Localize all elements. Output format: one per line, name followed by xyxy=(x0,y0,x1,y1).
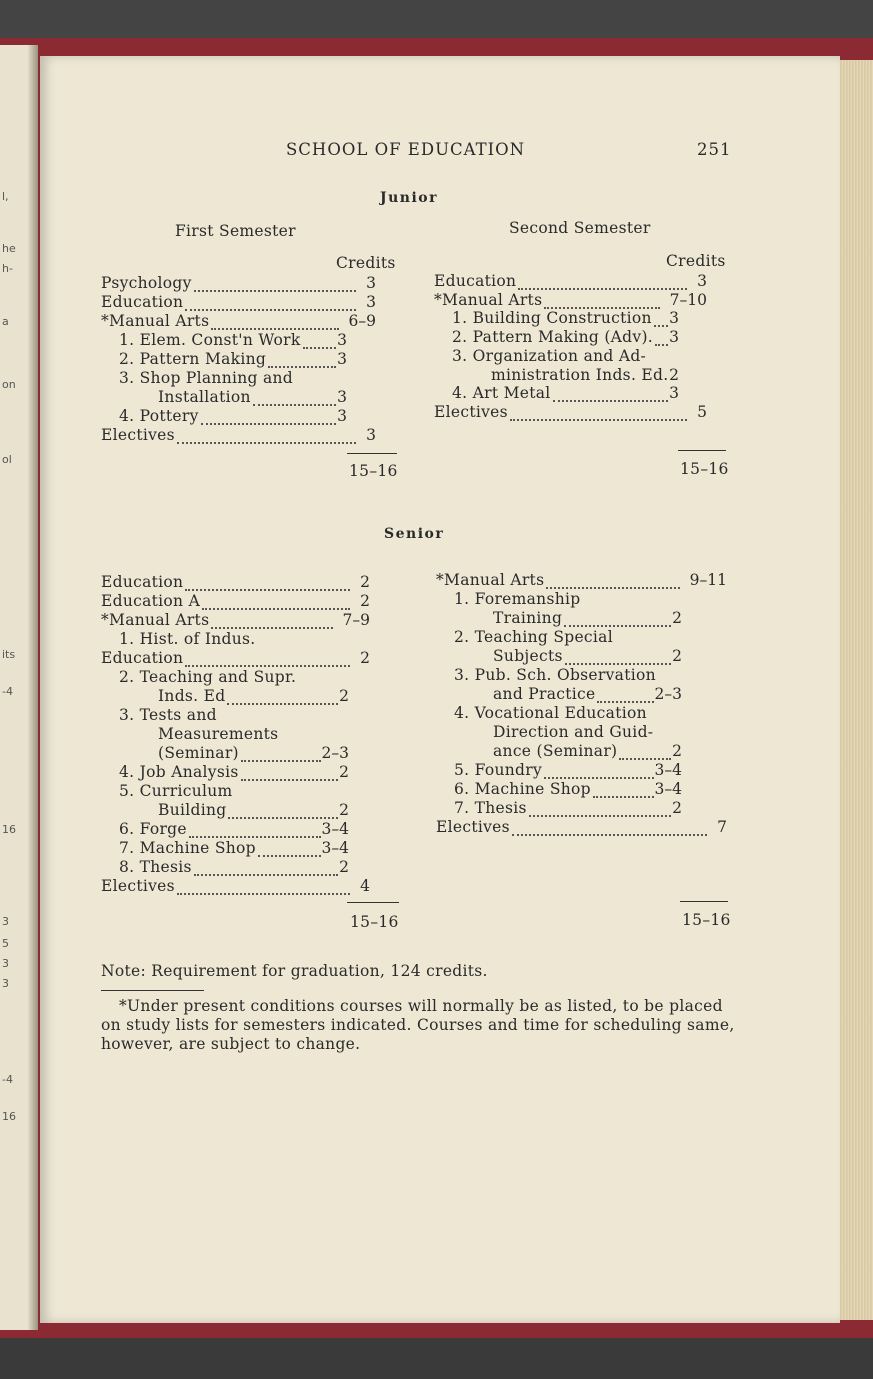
credit-value: 2 xyxy=(672,609,682,627)
margin-fragment: 5 xyxy=(2,937,9,950)
credit-value: 7–10 xyxy=(669,290,707,309)
course-label: 2. Teaching and Supr. xyxy=(119,668,297,686)
credit-value: 7–9 xyxy=(342,611,370,629)
course-label: 4. Job Analysis xyxy=(119,763,239,781)
course-label: 3. Tests and xyxy=(119,706,217,724)
credit-value: 2–3 xyxy=(654,685,682,703)
course-label: and Practice xyxy=(493,685,596,703)
credit-value: 2 xyxy=(339,801,349,819)
course-label: 2. Pattern Making (Adv). xyxy=(452,328,654,347)
dot-leader xyxy=(529,813,671,817)
dot-leader xyxy=(268,364,336,368)
dot-leader xyxy=(253,402,336,406)
course-label: Electives xyxy=(436,818,510,836)
credit-value: 2–3 xyxy=(321,744,349,762)
credit-value: 2 xyxy=(672,799,682,817)
course-label: Electives xyxy=(101,426,175,444)
credit-value: 2 xyxy=(360,573,370,591)
footnote-line: *Under present conditions courses will normally be as listed, to be placed xyxy=(119,997,723,1015)
dot-leader xyxy=(211,625,332,629)
dot-leader xyxy=(194,872,338,876)
senior-left-total: 15–16 xyxy=(350,913,399,931)
credit-value: 3–4 xyxy=(654,780,682,798)
course-label: Measurements xyxy=(158,725,279,743)
footnote-rule xyxy=(101,990,204,991)
dot-leader xyxy=(185,587,350,591)
credit-value: 3 xyxy=(366,426,376,444)
dot-leader xyxy=(544,775,654,779)
dot-leader xyxy=(597,699,653,703)
course-label: 8. Thesis xyxy=(119,858,192,876)
dot-leader xyxy=(565,661,671,665)
course-label: Installation xyxy=(158,388,251,406)
page-number: 251 xyxy=(697,140,732,159)
course-label: Psychology xyxy=(101,274,192,292)
total-rule xyxy=(678,450,726,451)
junior-first-total: 15–16 xyxy=(349,462,398,480)
course-label: 2. Pattern Making xyxy=(119,350,267,368)
credit-value: 3–4 xyxy=(321,839,349,857)
course-label: 3. Pub. Sch. Observation xyxy=(454,666,656,684)
course-label: 7. Machine Shop xyxy=(119,839,256,857)
credit-value: 3–4 xyxy=(654,761,682,779)
first-semester-title: First Semester xyxy=(175,222,296,240)
dot-leader xyxy=(512,832,707,836)
junior-second-total: 15–16 xyxy=(680,460,729,478)
course-label: 1. Elem. Const'n Work xyxy=(119,331,301,349)
dot-leader xyxy=(654,323,668,327)
course-label: 6. Forge xyxy=(119,820,187,838)
margin-fragment: 16 xyxy=(2,1110,16,1123)
course-label: 1. Hist. of Indus. xyxy=(119,630,256,648)
course-label: 3. Shop Planning and xyxy=(119,369,294,387)
credits-label: Credits xyxy=(666,252,726,270)
credit-value: 9–11 xyxy=(689,571,727,589)
credit-value: 3 xyxy=(337,407,347,425)
dot-leader xyxy=(258,853,321,857)
course-label: Education xyxy=(101,573,184,591)
dot-leader xyxy=(177,891,350,895)
course-label: 5. Foundry xyxy=(454,761,543,779)
course-label: Subjects xyxy=(493,647,563,665)
course-label: Electives xyxy=(434,402,508,421)
running-header: SCHOOL OF EDUCATION xyxy=(286,140,526,159)
dot-leader xyxy=(546,585,679,589)
dot-leader xyxy=(227,701,338,705)
credit-value: 3 xyxy=(669,328,679,347)
course-label: Inds. Ed xyxy=(158,687,226,705)
credit-value: 3–4 xyxy=(321,820,349,838)
credit-value: 3 xyxy=(337,388,347,406)
course-label: Building xyxy=(158,801,227,819)
credit-value: 2 xyxy=(672,647,682,665)
credit-value: 4 xyxy=(360,877,370,895)
dot-leader xyxy=(553,398,669,402)
dot-leader xyxy=(518,286,687,290)
total-rule xyxy=(680,901,728,902)
dot-leader xyxy=(189,834,321,838)
book-page xyxy=(40,56,840,1323)
credit-value: 5 xyxy=(697,402,707,421)
credit-value: 3 xyxy=(669,384,679,403)
course-label: 1. Foremanship xyxy=(454,590,581,608)
dot-leader xyxy=(177,440,356,444)
credit-value: 3 xyxy=(366,293,376,311)
dot-leader xyxy=(655,342,668,346)
credit-value: 2 xyxy=(672,742,682,760)
course-label: (Seminar) xyxy=(158,744,239,762)
left-page-edge xyxy=(0,45,38,1330)
credit-value: 3 xyxy=(337,350,347,368)
course-label: 6. Machine Shop xyxy=(454,780,591,798)
credit-value: 3 xyxy=(337,331,347,349)
credit-value: 2 xyxy=(360,592,370,610)
credit-value: 2 xyxy=(339,763,349,781)
course-label: Training xyxy=(493,609,563,627)
credit-value: 2 xyxy=(669,365,679,384)
margin-fragment: 3 xyxy=(2,977,9,990)
credit-value: 7 xyxy=(717,818,727,836)
second-semester-title: Second Semester xyxy=(509,219,651,237)
credit-value: 2 xyxy=(360,649,370,667)
margin-fragment: ol xyxy=(2,453,12,466)
dot-leader xyxy=(241,758,321,762)
course-label: *Manual Arts xyxy=(101,312,210,330)
dot-leader xyxy=(185,663,350,667)
dot-leader xyxy=(510,417,687,421)
dot-leader xyxy=(564,623,671,627)
margin-fragment: -4 xyxy=(2,1073,13,1086)
course-label: ministration Inds. Ed. xyxy=(491,365,669,384)
course-label: Education xyxy=(101,649,184,667)
credit-value: 3 xyxy=(669,309,679,328)
total-rule xyxy=(347,902,399,903)
course-label: 5. Curriculum xyxy=(119,782,233,800)
footnote-line: however, are subject to change. xyxy=(101,1035,361,1053)
course-label: 4. Pottery xyxy=(119,407,199,425)
margin-fragment: l, xyxy=(2,190,9,203)
course-label: ance (Seminar) xyxy=(493,742,618,760)
margin-fragment: -4 xyxy=(2,685,13,698)
footnote-line: on study lists for semesters indicated. Courses and time for scheduling same, xyxy=(101,1016,735,1034)
course-label: 4. Art Metal xyxy=(452,384,551,403)
page-stack-edge xyxy=(838,60,873,1320)
margin-fragment: h- xyxy=(2,262,13,275)
course-label: 7. Thesis xyxy=(454,799,527,817)
course-label: Direction and Guid- xyxy=(493,723,654,741)
credits-label: Credits xyxy=(336,254,396,272)
credit-value: 2 xyxy=(339,687,349,705)
dot-leader xyxy=(194,288,356,292)
background-top xyxy=(0,0,873,40)
total-rule xyxy=(347,453,397,454)
credit-value: 6–9 xyxy=(348,312,376,330)
course-label: 1. Building Construction xyxy=(452,309,652,328)
dot-leader xyxy=(202,606,350,610)
graduation-note: Note: Requirement for graduation, 124 credits. xyxy=(101,962,488,980)
dot-leader xyxy=(241,777,339,781)
course-label: Education A xyxy=(101,592,201,610)
dot-leader xyxy=(201,421,336,425)
course-label: 3. Organization and Ad- xyxy=(452,346,647,365)
margin-fragment: 16 xyxy=(2,823,16,836)
credit-value: 3 xyxy=(366,274,376,292)
course-label: 2. Teaching Special xyxy=(454,628,613,646)
credit-value: 2 xyxy=(339,858,349,876)
credit-value: 3 xyxy=(697,272,707,290)
junior-heading: Junior xyxy=(380,190,439,206)
dot-leader xyxy=(211,326,338,330)
dot-leader xyxy=(619,756,671,760)
margin-fragment: 3 xyxy=(2,957,9,970)
senior-right-total: 15–16 xyxy=(682,911,731,929)
course-label: *Manual Arts xyxy=(436,571,545,589)
margin-fragment: on xyxy=(2,378,16,391)
senior-heading: Senior xyxy=(384,526,445,542)
dot-leader xyxy=(185,307,356,311)
course-label: Education xyxy=(101,293,184,311)
course-label: 4. Vocational Education xyxy=(454,704,647,722)
margin-fragment: 3 xyxy=(2,915,9,928)
dot-leader xyxy=(303,345,337,349)
margin-fragment: he xyxy=(2,242,16,255)
margin-fragment: its xyxy=(2,648,16,661)
dot-leader xyxy=(544,305,659,309)
dot-leader xyxy=(228,815,338,819)
dot-leader xyxy=(593,794,654,798)
margin-fragment: a xyxy=(2,315,9,328)
course-label: *Manual Arts xyxy=(434,290,543,309)
course-label: Electives xyxy=(101,877,175,895)
course-label: Education xyxy=(434,272,517,290)
course-label: *Manual Arts xyxy=(101,611,210,629)
